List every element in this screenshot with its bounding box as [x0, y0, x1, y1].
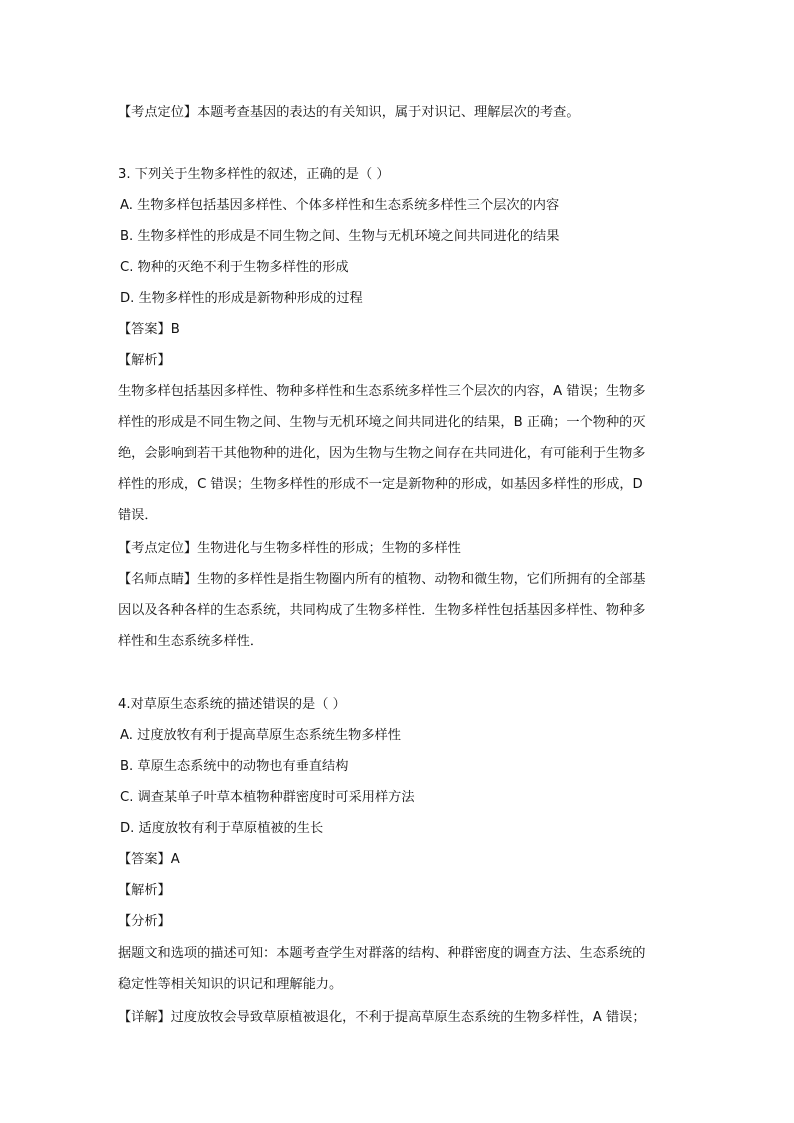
- q3-kaodian: 【考点定位】生物进化与生物多样性的形成；生物的多样性: [118, 541, 461, 556]
- q4-stem: 4.对草原生态系统的描述错误的是（ ）: [118, 697, 346, 712]
- q3-option-c: C. 物种的灭绝不利于生物多样性的形成: [120, 260, 349, 275]
- q3-jiexi-label: 【解析】: [118, 353, 171, 368]
- q4-xiangjie-line: 【详解】过度放牧会导致草原植被退化，不利于提高草原生态系统的生物多样性，A 错误；: [118, 1010, 646, 1025]
- q2-kaodian-line: 【考点定位】本题考查基因的表达的有关知识，属于对识记、理解层次的考查。: [118, 105, 580, 120]
- q4-answer: 【答案】A: [118, 852, 180, 867]
- q3-jiexi-line-2: 样性的形成是不同生物之间、生物与无机环境之间共同进化的结果，B 正确；一个物种的灭: [118, 415, 646, 430]
- q4-option-c: C. 调查某单子叶草本植物种群密度时可采用样方法: [120, 790, 415, 805]
- q3-answer: 【答案】B: [118, 322, 180, 337]
- q4-option-b: B. 草原生态系统中的动物也有垂直结构: [120, 759, 349, 774]
- q3-jiexi-line-5: 错误．: [118, 508, 158, 523]
- q4-fenxi-line-1: 据题文和选项的描述可知：本题考查学生对群落的结构、种群密度的调查方法、生态系统的: [118, 946, 646, 961]
- q3-jiexi-line-3: 绝，会影响到若干其他物种的进化，因为生物与生物之间存在共同进化，有可能利于生物多: [118, 446, 646, 461]
- q3-option-b: B. 生物多样性的形成是不同生物之间、生物与无机环境之间共同进化的结果: [120, 229, 560, 244]
- q3-mingshi-line-2: 因以及各种各样的生态系统，共同构成了生物多样性．生物多样性包括基因多样性、物种多: [118, 603, 646, 618]
- q3-jiexi-line-4: 样性的形成，C 错误；生物多样性的形成不一定是新物种的形成，如基因多样性的形成，D: [118, 477, 643, 492]
- q4-fenxi-label: 【分析】: [118, 914, 171, 929]
- q3-option-a: A. 生物多样包括基因多样性、个体多样性和生态系统多样性三个层次的内容: [120, 198, 560, 213]
- q4-fenxi-line-2: 稳定性等相关知识的识记和理解能力。: [118, 977, 343, 992]
- q3-mingshi-line-1: 【名师点睛】生物的多样性是指生物圈内所有的植物、动物和微生物，它们所拥有的全部基: [118, 572, 646, 587]
- q4-option-d: D. 适度放牧有利于草原植被的生长: [120, 821, 324, 836]
- q3-option-d: D. 生物多样性的形成是新物种形成的过程: [120, 291, 363, 306]
- q4-option-a: A. 过度放牧有利于提高草原生态系统生物多样性: [120, 728, 401, 743]
- q3-jiexi-line-1: 生物多样包括基因多样性、物种多样性和生态系统多样性三个层次的内容，A 错误；生物多: [118, 384, 646, 399]
- q4-jiexi-label: 【解析】: [118, 883, 171, 898]
- q3-mingshi-line-3: 样性和生态系统多样性．: [118, 634, 264, 649]
- q3-stem: 3. 下列关于生物多样性的叙述，正确的是（ ）: [118, 167, 390, 182]
